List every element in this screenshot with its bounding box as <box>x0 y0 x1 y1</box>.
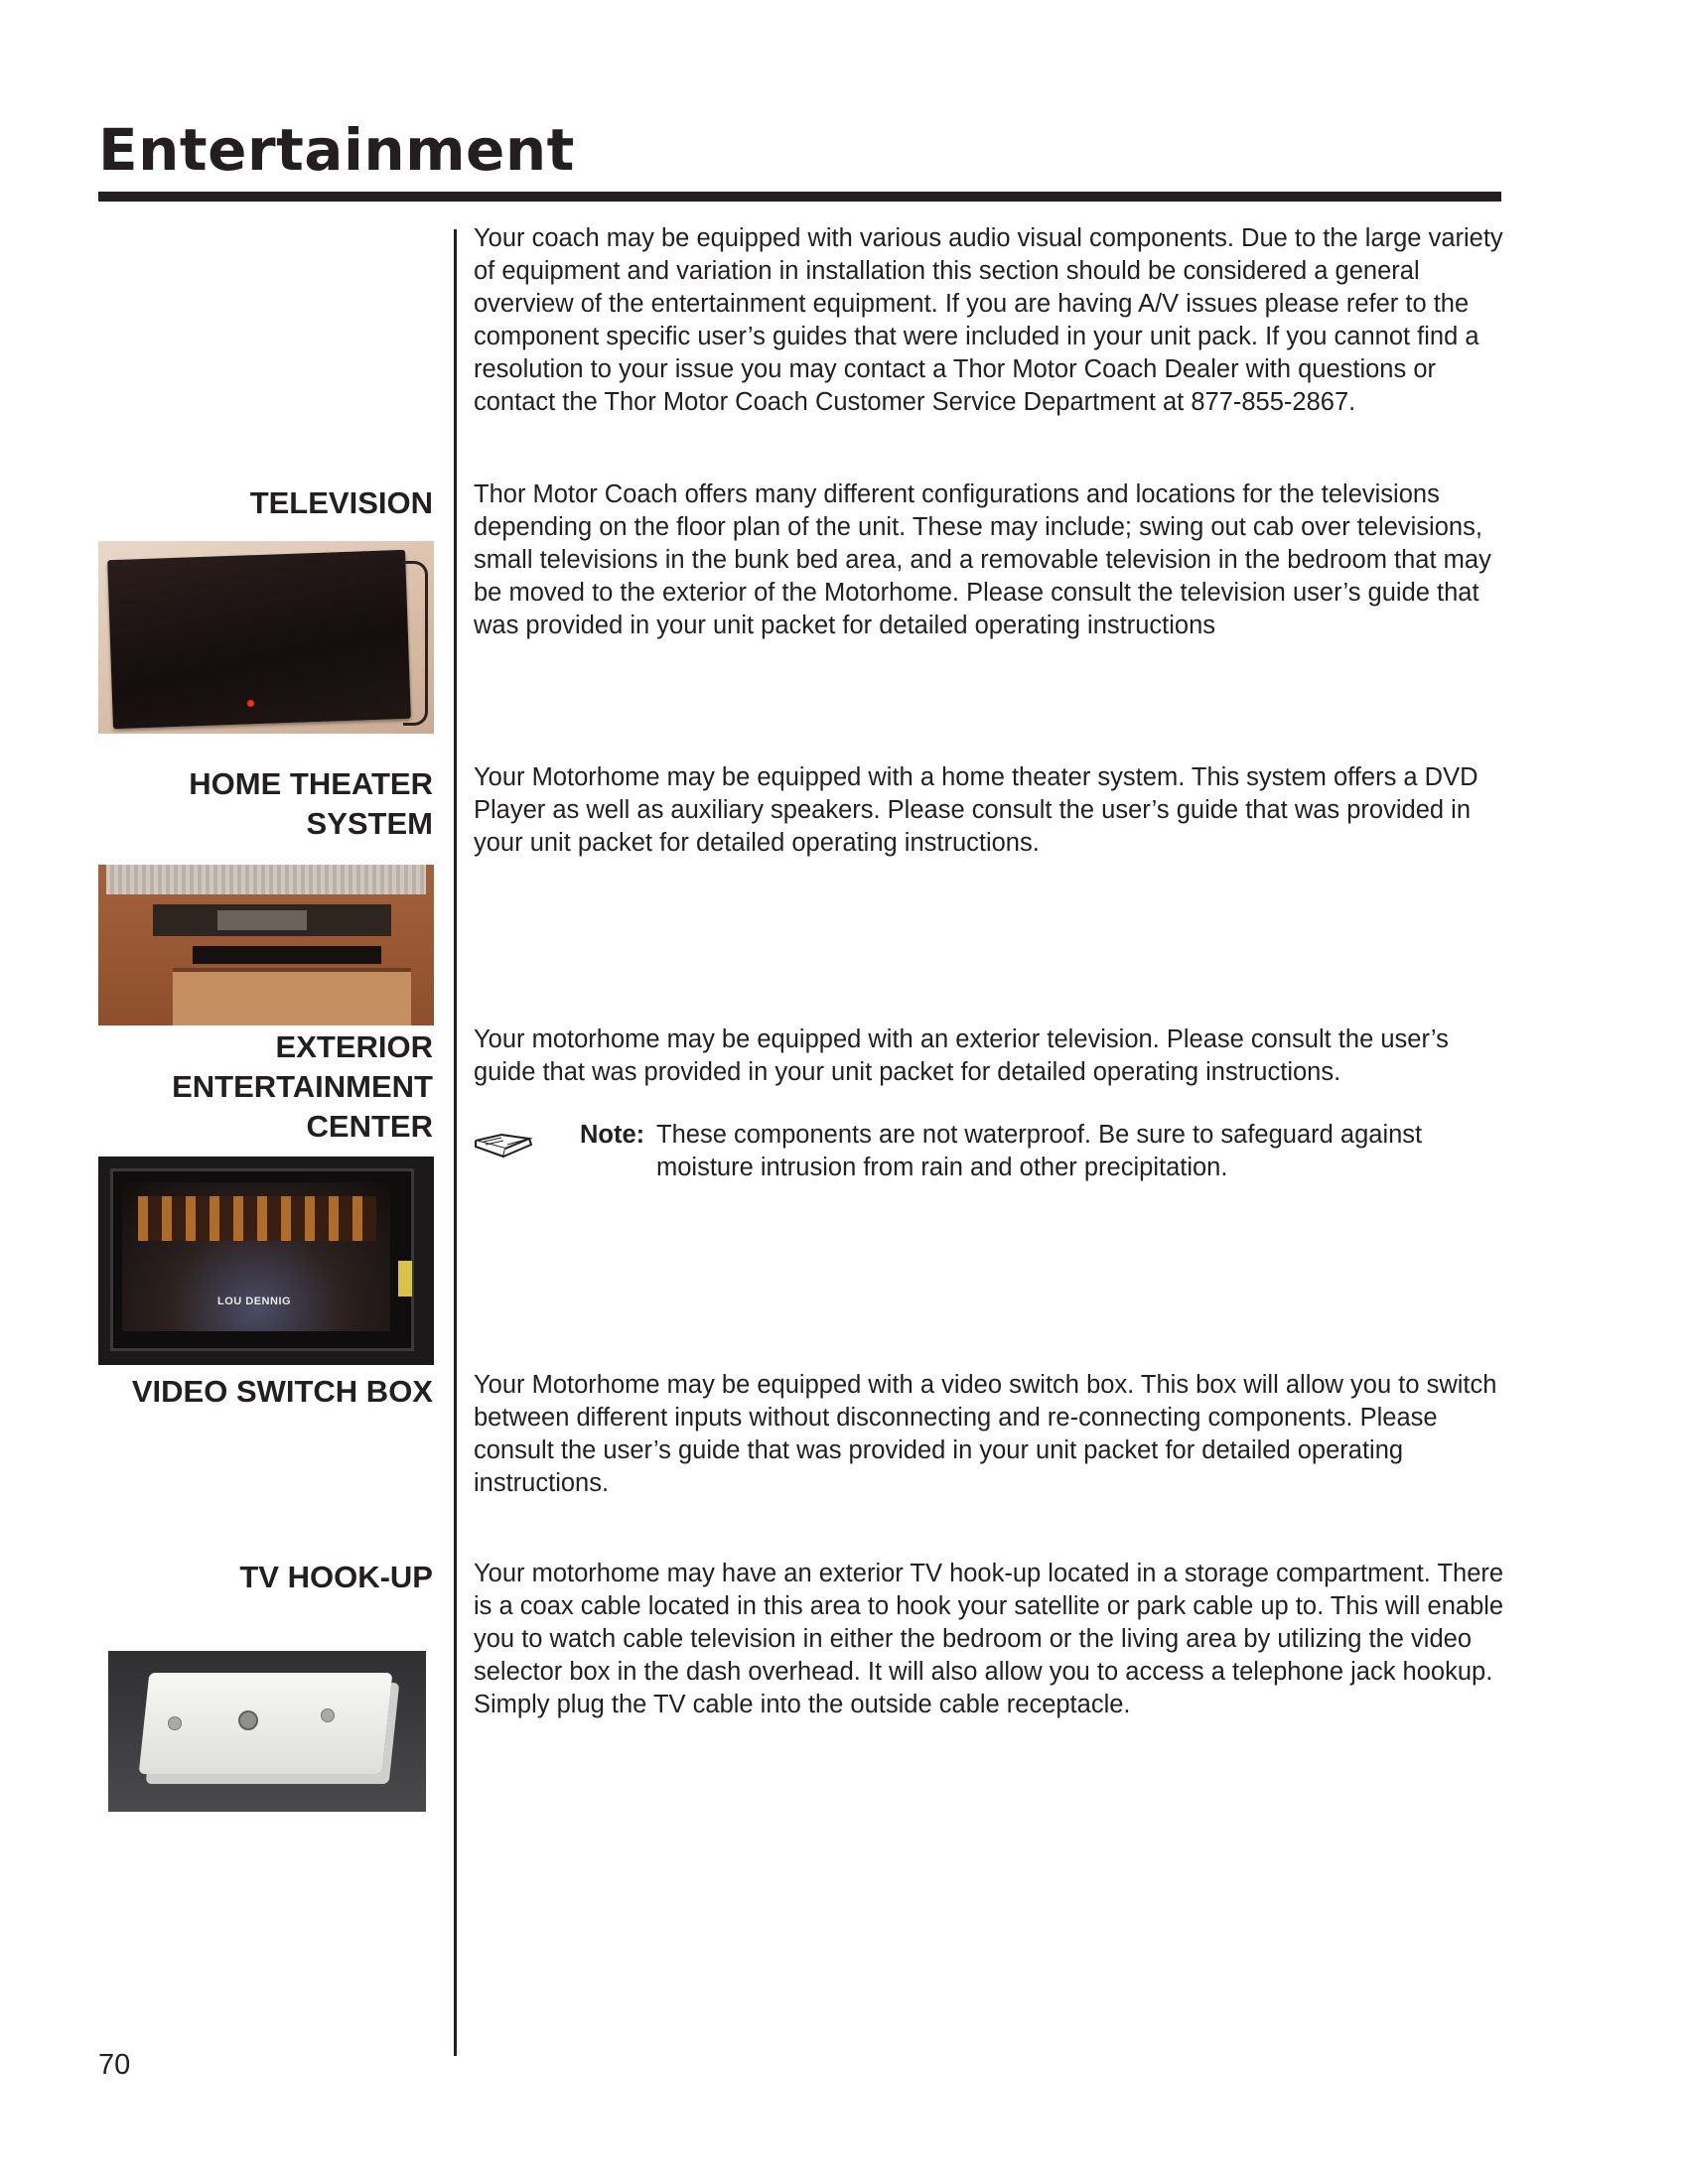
tv-hookup-heading: TV HOOK-UP <box>239 1560 433 1594</box>
exterior-tv-photo <box>98 1157 434 1365</box>
television-heading: TELEVISION <box>249 485 433 520</box>
home-theater-heading: HOME THEATER SYSTEM <box>189 766 433 841</box>
column-divider <box>454 229 457 2056</box>
home-theater-body: Your Motorhome may be equipped with a home theater system. This system offers a DVD Player as well as auxiliary speakers. Please consult the user’s guide that was provided in your unit packet for detailed operating instructions. <box>474 763 1478 857</box>
exterior-heading: EXTERIOR ENTERTAINMENT CENTER <box>172 1029 433 1144</box>
home-theater-photo <box>98 865 434 1025</box>
page-title: Entertainment <box>98 116 575 184</box>
note-label: Note: <box>580 1121 645 1149</box>
television-body: Thor Motor Coach offers many different configurations and locations for the televisions depending on the floor plan of the unit. These may include; swing out cab over televisions, small televisions in the bunk bed area, and a removable television in the bedroom that may be moved to the exterior of the Motorhome. Please consult the television user’s guide that was provided in your unit packet for detailed operating instructions <box>474 480 1491 639</box>
tv-hookup-body: Your motorhome may have an exterior TV hook-up located in a storage compartment. There is a coax cable located in this area to hook your satellite or park cable up to. This will enable you to watch cable television in either the bedroom or the living area by utilizing the video selector box in the dash overhead. It will also allow you to access a telephone jack hookup. Simply plug the TV cable into the outside cable receptacle. <box>474 1560 1504 1718</box>
open-book-icon <box>474 1127 533 1162</box>
title-rule <box>98 192 1501 202</box>
television-photo <box>98 541 434 734</box>
video-switch-heading: VIDEO SWITCH BOX <box>131 1374 433 1409</box>
tv-hookup-photo <box>108 1651 426 1812</box>
page-number: 70 <box>98 2049 131 2081</box>
video-switch-body: Your Motorhome may be equipped with a video switch box. This box will allow you to switch between different inputs without disconnecting and re-connecting components. Please consult the user’s guide that was provided in your unit packet for detailed operating instructions. <box>474 1371 1497 1497</box>
intro-paragraph: Your coach may be equipped with various audio visual components. Due to the large variety of equipment and variation in installation this section should be considered a general overview of the entertainment equipment. If you are having A/V issues please refer to the component specific user’s guides that were included in your unit pack. If you cannot find a resolution to your issue you may contact a Thor Motor Coach Dealer with questions or contact the Thor Motor Coach Customer Service Department at 877-855-2867. <box>474 224 1503 416</box>
exterior-photo-caption: LOU DENNIG <box>217 1296 292 1307</box>
waterproof-note <box>580 1119 1523 1184</box>
note-text: These components are not waterproof. Be sure to safeguard against moisture intrusion from rain and other precipitation. <box>656 1121 1423 1181</box>
exterior-body: Your motorhome may be equipped with an exterior television. Please consult the user’s guide that was provided in your unit packet for detailed operating instructions. <box>474 1025 1449 1086</box>
